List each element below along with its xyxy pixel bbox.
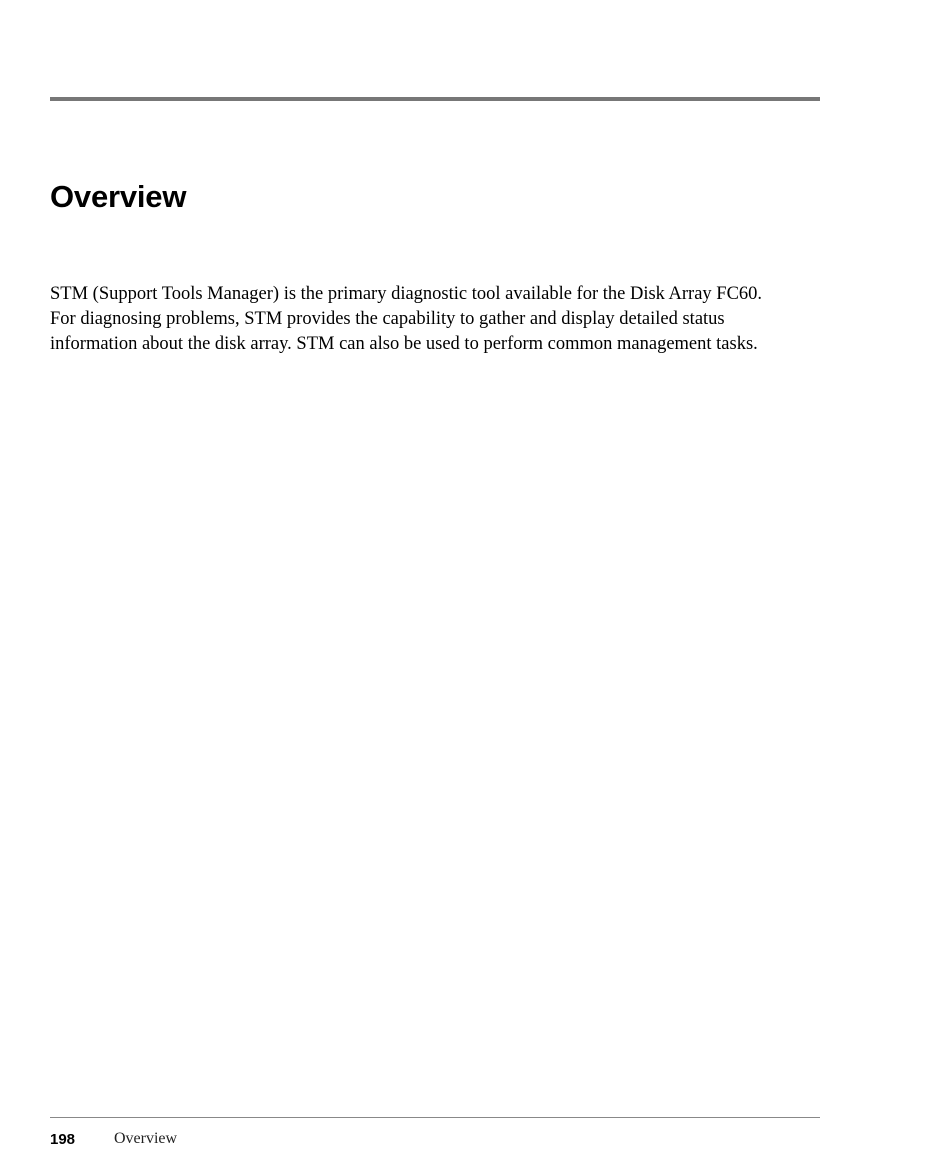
body-paragraph: STM (Support Tools Manager) is the primary diagnostic tool available for the Disk Array FC60. For diagnosing problems, STM provides the capability to gather and display detailed status information about the disk array. STM can also be used to perform common management tasks. bbox=[50, 283, 763, 355]
page-footer bbox=[50, 1128, 820, 1150]
footer-section-label: Overview bbox=[114, 1130, 178, 1147]
header-divider bbox=[50, 97, 820, 101]
footer-page-number: 198 bbox=[50, 1130, 76, 1148]
footer-divider bbox=[50, 1117, 820, 1118]
page-title: Overview bbox=[50, 178, 187, 214]
